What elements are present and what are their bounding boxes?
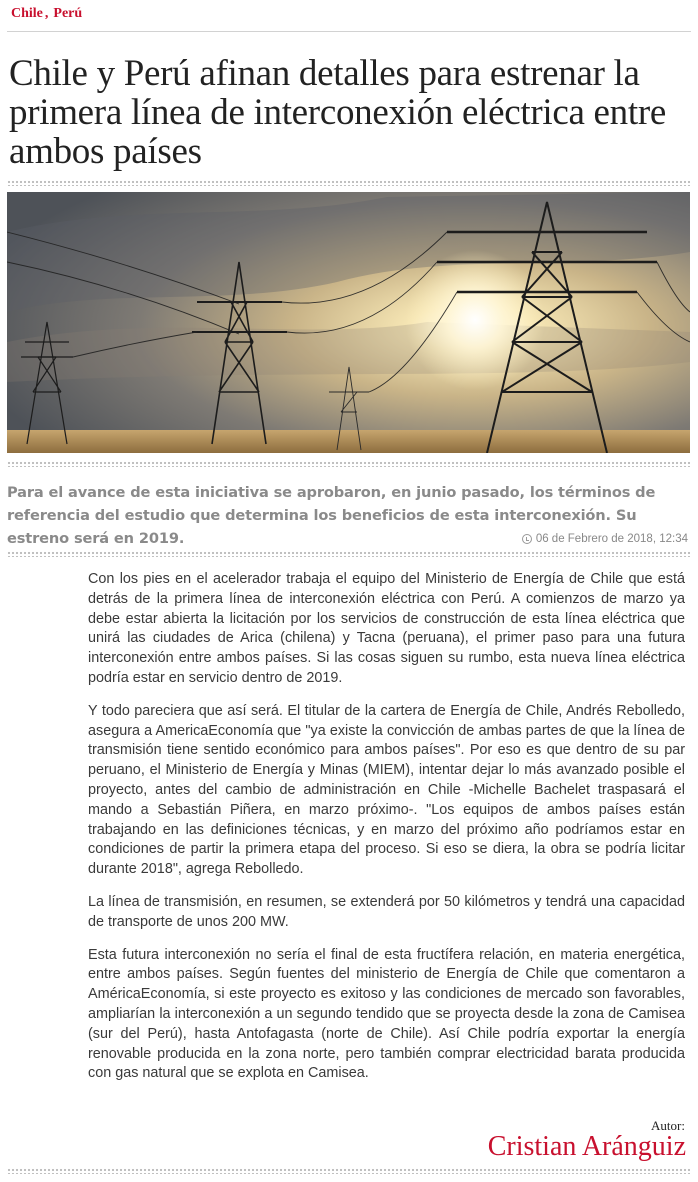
tag-bar bbox=[0, 0, 698, 30]
dotted-divider-bottom bbox=[7, 551, 690, 557]
tag-link-chile[interactable]: Chile bbox=[11, 6, 43, 21]
article-paragraph: Con los pies en el acelerador trabaja el equipo del Ministerio de Energía de Chile que está detrás de la primera línea de interconexión eléctrica con Perú. A comienzos de marzo ya debe estar abierta la licitación por los servicios de construcción de esta línea eléctrica que unirá las ciudades de Arica (chilena) y Tacna (peruana), el primer paso para una futura interconexión entre ambos países. Si las cosas siguen su rumbo, esta nueva línea eléctrica podría estar en servicio dentro de 2019. bbox=[88, 571, 685, 686]
top-divider bbox=[7, 31, 691, 32]
dotted-divider-middle bbox=[7, 461, 690, 467]
date-text: 06 de Febrero de 2018, 12:34 bbox=[535, 533, 688, 545]
hero-image bbox=[7, 192, 690, 453]
article-paragraph: Esta futura interconexión no sería el final de esta fructífera relación, en materia energética, entre ambos países. Según fuentes del ministerio de Energía de Chile que comentaron a AméricaEconomía, si este proyecto es exitoso y las condiciones de mercado son favorables, ampliarían la interconexión a un segundo tendido que se proyecta desde la zona de Camisea (sur del Perú), hasta Antofagasta (norte de Chile). Así Chile podría exportar la energía renovable producida en la zona norte, pero también comprar electricidad barata producida con gas natural que se explota en Camisea. bbox=[88, 946, 685, 1082]
author-label: Autor: bbox=[651, 1118, 685, 1133]
dotted-divider-top bbox=[7, 180, 690, 186]
tag-separator: , bbox=[44, 6, 49, 21]
dotted-divider-footer bbox=[7, 1168, 690, 1174]
article-title: Chile y Perú afinan detalles para estrenar la primera línea de interconexión eléctrica entre ambos países bbox=[9, 53, 666, 172]
tag-list bbox=[11, 6, 82, 22]
article-lead: Para el avance de esta iniciativa se aprobaron, en junio pasado, los términos de referencia del estudio que determina los beneficios de esta interconexión. Su estreno será en 2019. bbox=[7, 484, 656, 547]
article-date bbox=[522, 533, 688, 545]
tag-link-peru[interactable]: Perú bbox=[53, 6, 83, 21]
article-body bbox=[88, 570, 685, 1097]
author-name[interactable]: Cristian Aránguiz bbox=[487, 1131, 686, 1162]
clock-icon bbox=[522, 534, 532, 544]
article-paragraph: La línea de transmisión, en resumen, se extenderá por 50 kilómetros y tendrá una capacidad de transporte de unos 200 MW. bbox=[88, 893, 685, 930]
article-paragraph: Y todo pareciera que así será. El titular de la cartera de Energía de Chile, Andrés Rebolledo, asegura a AmericaEconomía que "ya existe la convicción de ambas partes de que la línea de transmisión tiene sentido económico para ambos países". Por eso es que dentro de su par peruano, el Ministerio de Energía y Minas (MIEM), intentar dejar lo más avanzado posible el proyecto, antes del cambio de administración en Chile -Michelle Bachelet traspasará el mando a Sebastián Piñera, en marzo próximo-. "Los equipos de ambos países están trabajando en las definiciones técnicas, y en marzo del próximo año podríamos estar en condiciones de partir la primera etapa del proceso. Si eso se diera, la obra se podría licitar durante 2018", agrega Rebolledo. bbox=[88, 702, 685, 878]
